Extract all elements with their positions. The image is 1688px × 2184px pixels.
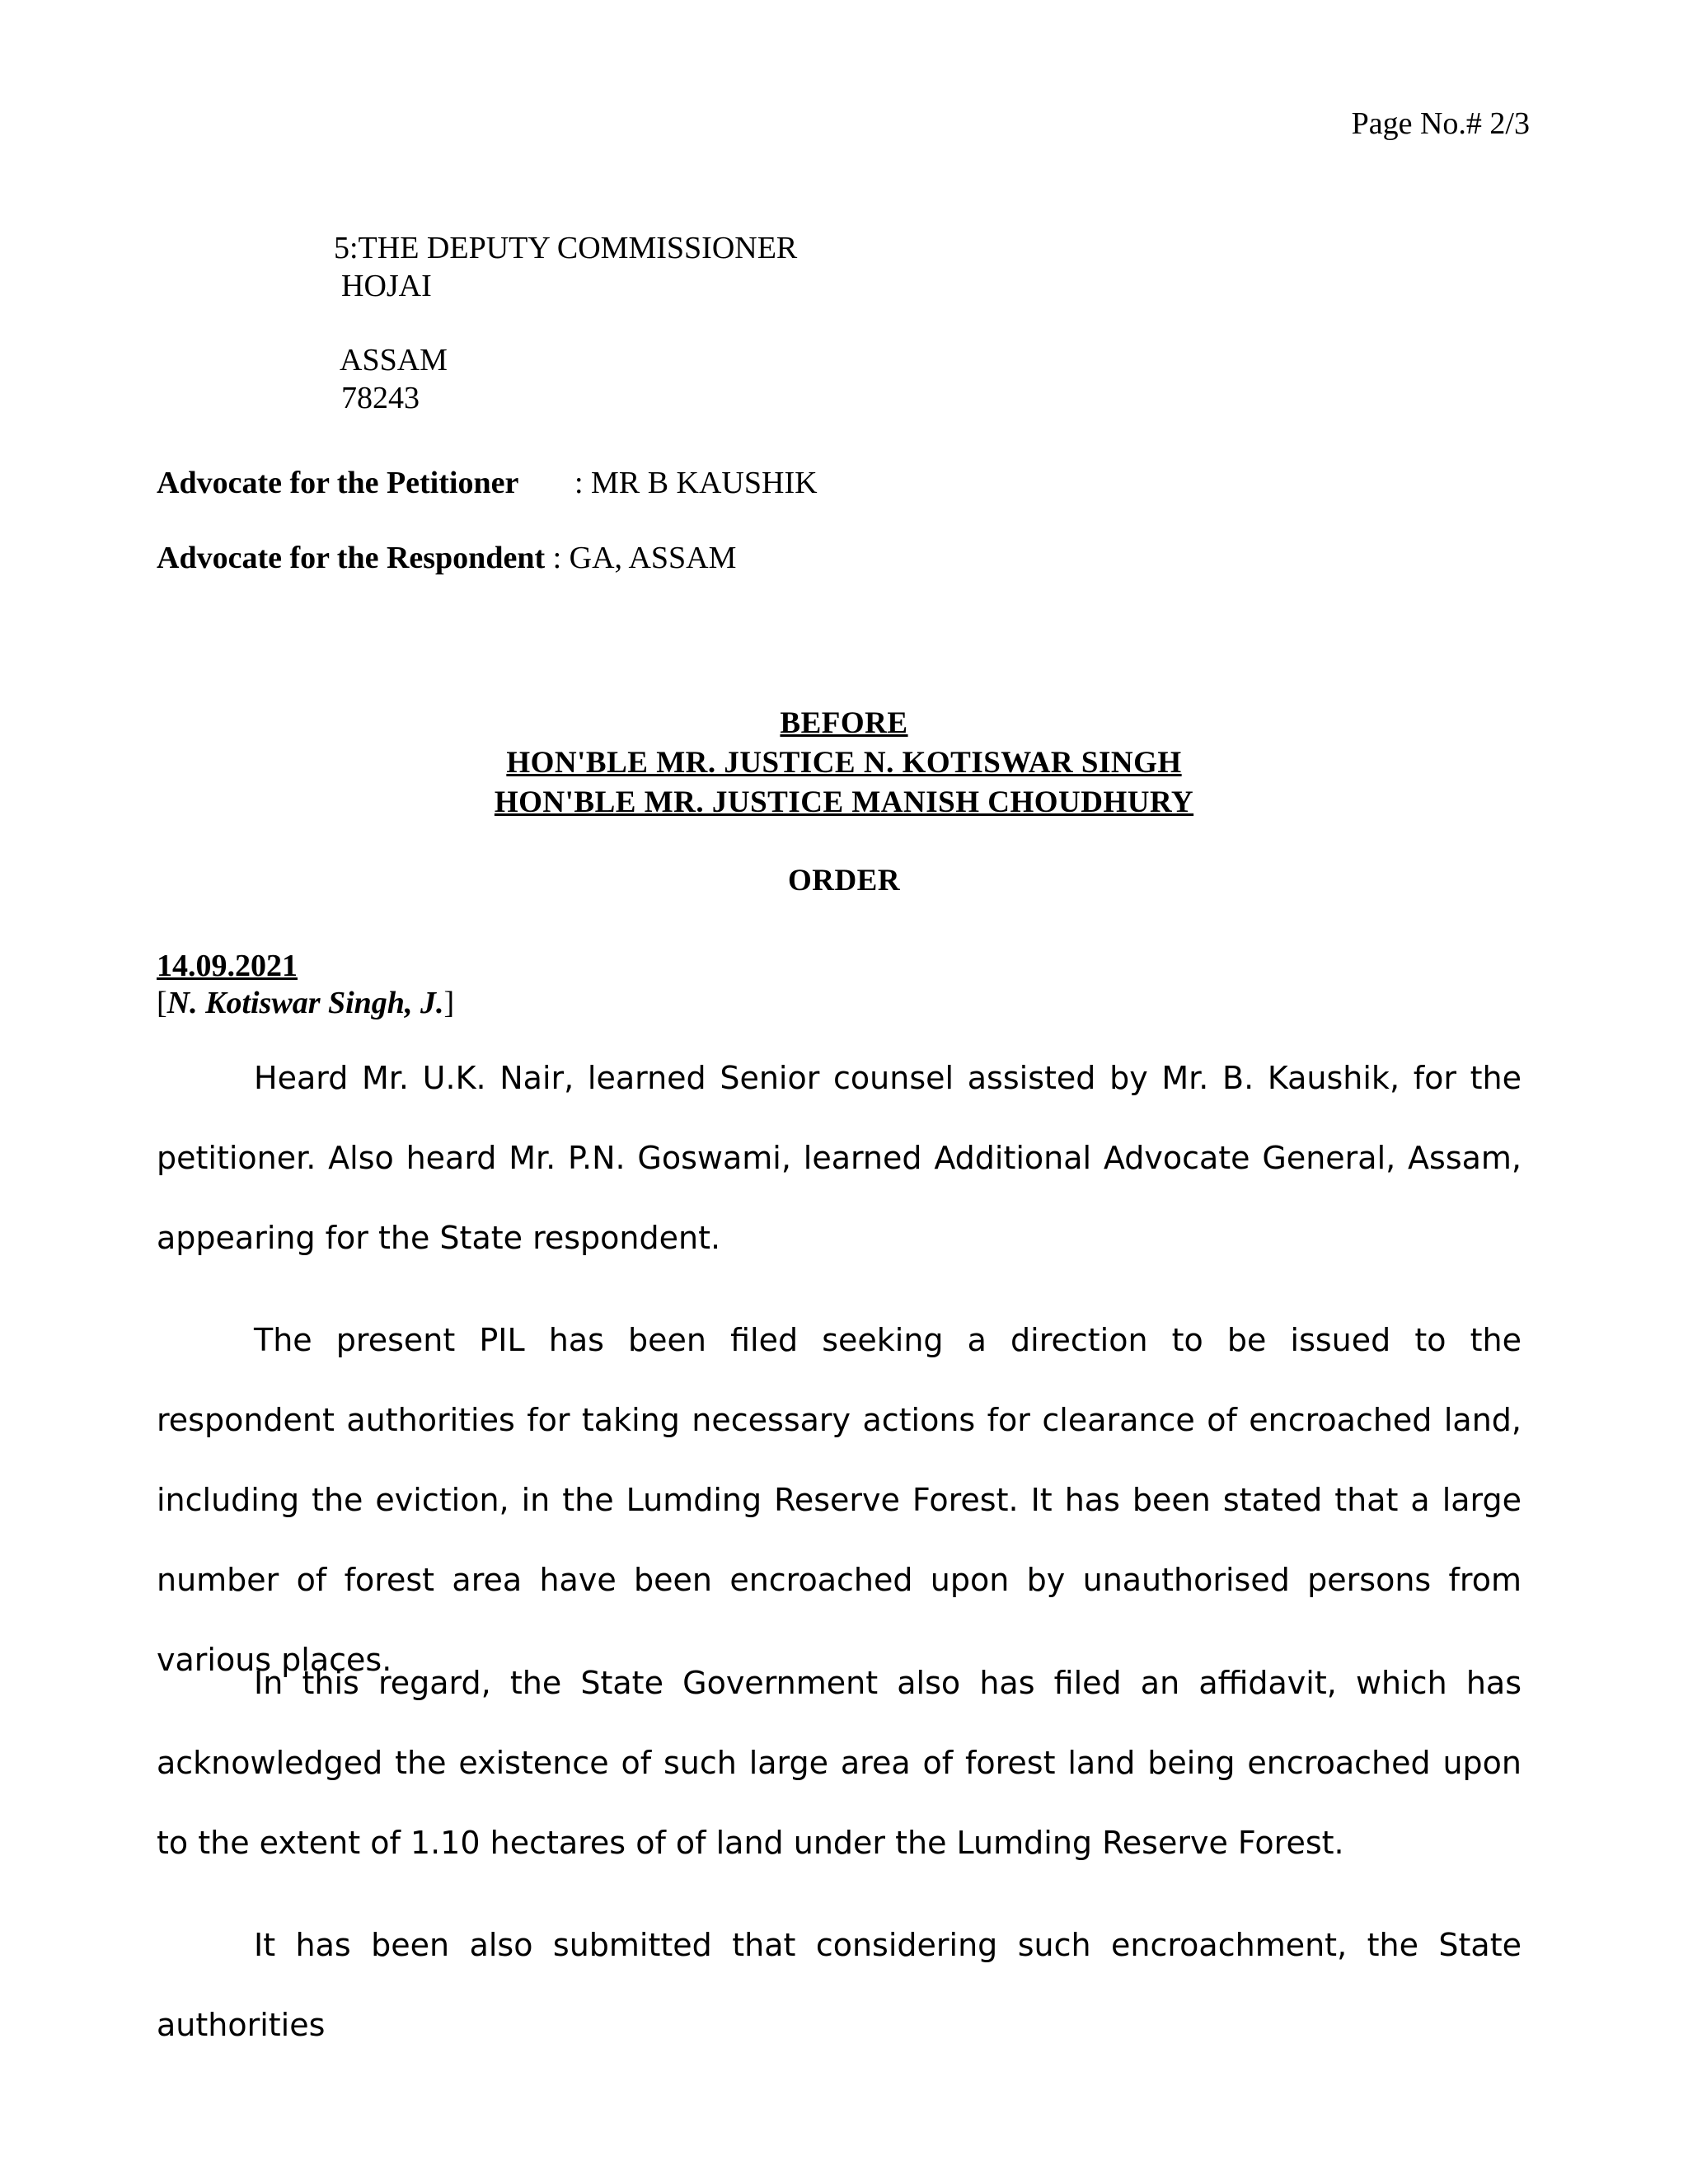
advocate-petitioner-value: : MR B KAUSHIK [574,466,818,500]
judge-attribution [157,985,454,1021]
bench-judge-2: HON'BLE MR. JUSTICE MANISH CHOUDHURY [494,785,1194,819]
order-paragraph-4: It has been also submitted that considering such encroachment, the State authorities [157,1927,1522,2043]
advocate-respondent-row [157,540,736,576]
order-paragraph-2: The present PIL has been filed seeking a direction to be issued to the respondent authorities for taking necessary actions for clearance of encroached land, including the eviction, in the Lumding Reserve Forest. It has been stated that a large number of forest area have been encroached upon by unauthorised persons from various places. [157,1322,1522,1678]
order-paragraph-3: In this regard, the State Government also has filed an affidavit, which has acknowledged the existence of such large area of forest land being encroached upon to the extent of 1.10 hectares of of land under the Lumding Reserve Forest. [157,1665,1522,1861]
bench-judge-1: HON'BLE MR. JUSTICE N. KOTISWAR SINGH [506,746,1182,780]
advocate-respondent-value: : GA, ASSAM [552,541,737,575]
page-number: Page No.# 2/3 [1351,106,1530,141]
order-paragraph-1: Heard Mr. U.K. Nair, learned Senior counsel assisted by Mr. B. Kaushik, for the petitioner. Also heard Mr. P.N. Goswami, learned Additional Advocate General, Assam, appearing for the State respondent. [157,1060,1522,1256]
advocate-petitioner-row [157,465,518,501]
respondent-address-line1: 5:THE DEPUTY COMMISSIONER [334,231,798,265]
judge-bracket-open: [ [157,986,167,1020]
order-title: ORDER [787,864,901,898]
respondent-address-line2: HOJAI [341,269,432,303]
order-date: 14.09.2021 [157,949,298,983]
bench-before: BEFORE [780,706,908,740]
respondent-address-line3: ASSAM [340,343,448,377]
judge-bracket-close: ] [443,986,455,1020]
advocate-petitioner-label: Advocate for the Petitioner [157,466,519,500]
advocate-respondent-label: Advocate for the Respondent [157,541,546,575]
judge-name: N. Kotiswar Singh, J. [166,986,444,1020]
respondent-address-line4: 78243 [341,381,420,415]
